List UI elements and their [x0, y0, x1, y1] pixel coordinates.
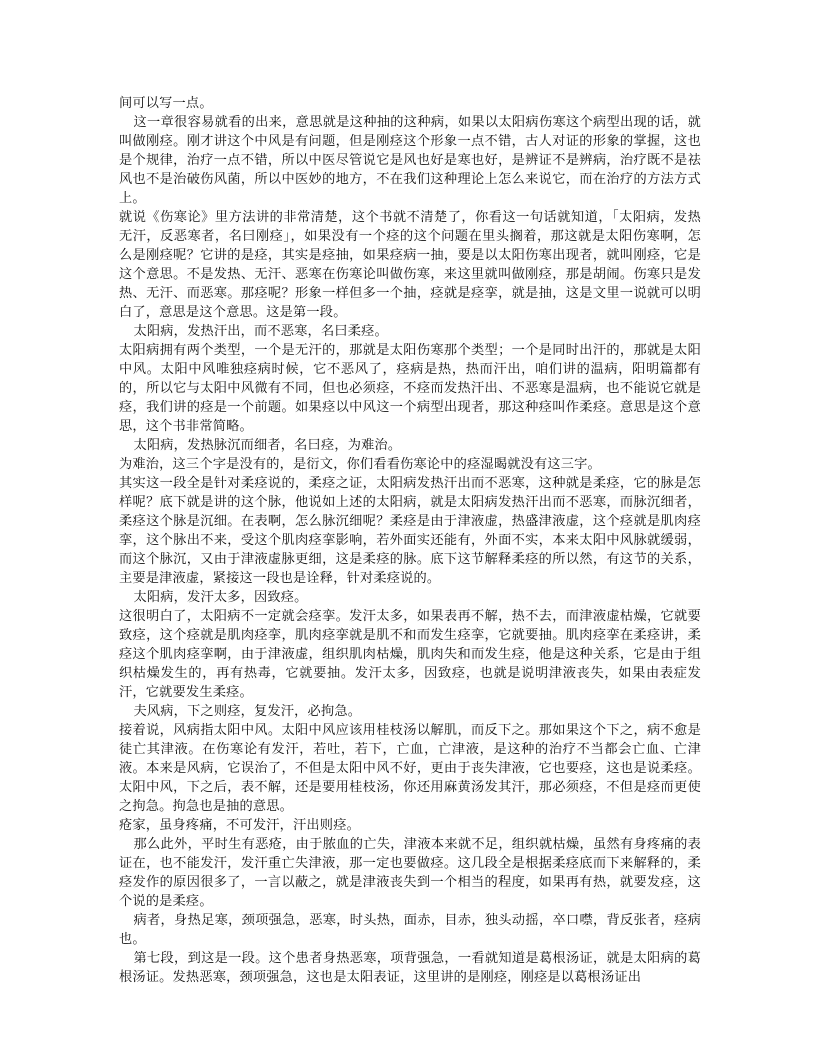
verse-line: 太阳病，发热汗出，而不恶寒，名曰柔痉。	[133, 324, 388, 339]
verse-line: 疮家，虽身疼痛，不可发汗，汗出则痉。	[119, 818, 360, 833]
verse-line: 太阳病，发热脉沉而细者，名曰痉，为难治。	[133, 438, 402, 453]
verse-line: 夫风病，下之则痉，复发汗，必拘急。	[133, 704, 362, 719]
paragraph: 那么此外，平时生有恶疮，由于脓血的亡失，津液本来就不足，组织就枯燥，虽然有身疼痛的表证在，也不能发汗，发汗重亡失津液，那一定也要做痉。这几段全是根据柔痉底而下来解释的，柔痉发作的原因很多了，一言以蔽之，就是津液丧失到一个相当的程度，如果再有热，就要发痉，这个说的是柔痉。	[119, 837, 701, 909]
paragraph: 其实这一段全是针对柔痉说的，柔痉之证，太阳病发热汗出而不恶寒，这种就是柔痉，它的脉是怎样呢？底下就是讲的这个脉，他说如上述的太阳病，就是太阳病发热汗出而不恶寒，而脉沉细者，柔痉这个脉是沉细。在表啊，怎么脉沉细呢？柔痉是由于津液虚，热盛津液虚，这个痉就是肌肉痉挛，这个脉出不来，受这个肌肉痉挛影响，若外面实还能有，外面不实，本来太阳中风脉就缓弱，而这个脉沉，又由于津液虚脉更细，这是柔痉的脉。底下这节解释柔痉的所以然，有这节的关系，主要是津液虚，紧接这一段也是诠释，针对柔痉说的。	[119, 476, 701, 586]
paragraph: 这很明白了，太阳病不一定就会痉挛。发汗太多，如果表再不解，热不去，而津液虚枯燥，它就要致痉，这个痉就是肌肉痉挛，肌肉痉挛就是肌不和而发生痉挛，它就要抽。肌肉痉挛在柔痉讲，柔痉这个肌肉痉挛啊，由于津液虚，组织肌肉枯燥，肌肉失和而发生痉，他是这种关系，它是由于组织枯燥发生的，再有热毒，它就要抽。发汗太多，因致痉，也就是说明津液丧失，如果由表症发汗，它就要发生柔痉。	[119, 609, 701, 700]
paragraph: 太阳病拥有两个类型，一个是无汗的，那就是太阳伤寒那个类型；一个是同时出汗的，那就是太阳中风。太阳中风唯独痉病时候，它不恶风了，痉病是热，热而汗出，咱们讲的温病，阳明篇都有的，所以它与太阳中风微有不同，但也必须痉，不痉而发热汗出、不恶寒是温病，也不能说它就是痉，我们讲的痉是一个前题。如果痉以中风这一个病型出现者，那这种痉叫作柔痉。意思是这个意思，这个书非常简略。	[119, 343, 701, 434]
verse-line: 病者，身热足寒，颈项强急，恶寒，时头热，面赤，目赤，独头动摇，卒口噤，背反张者，痉病也。	[119, 913, 701, 947]
paragraph: 第七段，到这是一段。这个患者身热恶寒，项背强急，一看就知道是葛根汤证，就是太阳病的葛根汤证。发热恶寒，颈项强急，这也是太阳表证，这里讲的是刚痉，刚痉是以葛根汤证出	[119, 951, 701, 985]
document-page	[119, 94, 701, 987]
paragraph: 接着说，风病指太阳中风。太阳中风应该用桂枝汤以解肌，而反下之。那如果这个下之，病不愈是徒亡其津液。在伤寒论有发汗，若吐，若下，亡血，亡津液，是这种的治疗不当都会亡血、亡津液。本来是风病，它误治了，不但是太阳中风不好，更由于丧失津液，它也要痉，这也是说柔痉。太阳中风，下之后，表不解，还是要用桂枝汤，你还用麻黄汤发其汗，那必须痉，不但是痉而更使之拘急。拘急也是抽的意思。	[119, 723, 701, 814]
paragraph: 这一章很容易就看的出来，意思就是这种抽的这种病，如果以太阳病伤寒这个病型出现的话，就叫做刚痉。刚才讲这个中风是有问题，但是刚痉这个形象一点不错，古人对证的形象的掌握，这也是个规律，治疗一点不错，所以中医尽管说它是风也好是寒也好，是辨证不是辨病，治疗既不是祛风也不是治破伤风菌，所以中医妙的地方，不在我们这种理论上怎么来说它，而在治疗的方法方式上。	[119, 115, 701, 206]
paragraph: 为难治，这三个字是没有的，是衍文，你们看看伤寒论中的痉湿暍就没有这三字。	[119, 457, 601, 472]
verse-line: 太阳病，发汗太多，因致痉。	[133, 590, 308, 605]
paragraph: 就说《伤寒论》里方法讲的非常清楚，这个书就不清楚了，你看这一句话就知道，「太阳病，发热无汗，反恶寒者，名曰刚痉」，如果没有一个痉的这个问题在里头搁着，那这就是太阳伤寒啊，怎么是刚痉呢？它讲的是痉，其实是痉抽，如果痉病一抽，要是以太阳伤寒出现者，就叫刚痉，它是这个意思。不是发热、无汗、恶寒在伤寒论叫做伤寒，来这里就叫做刚痉，那是胡闹。伤寒只是发热、无汗、而恶寒。那痉呢？形象一样但多一个抽，痉就是痉挛，就是抽，这是文里一说就可以明白了，意思是这个意思。这是第一段。	[119, 210, 701, 320]
paragraph: 间可以写一点。	[119, 96, 213, 111]
